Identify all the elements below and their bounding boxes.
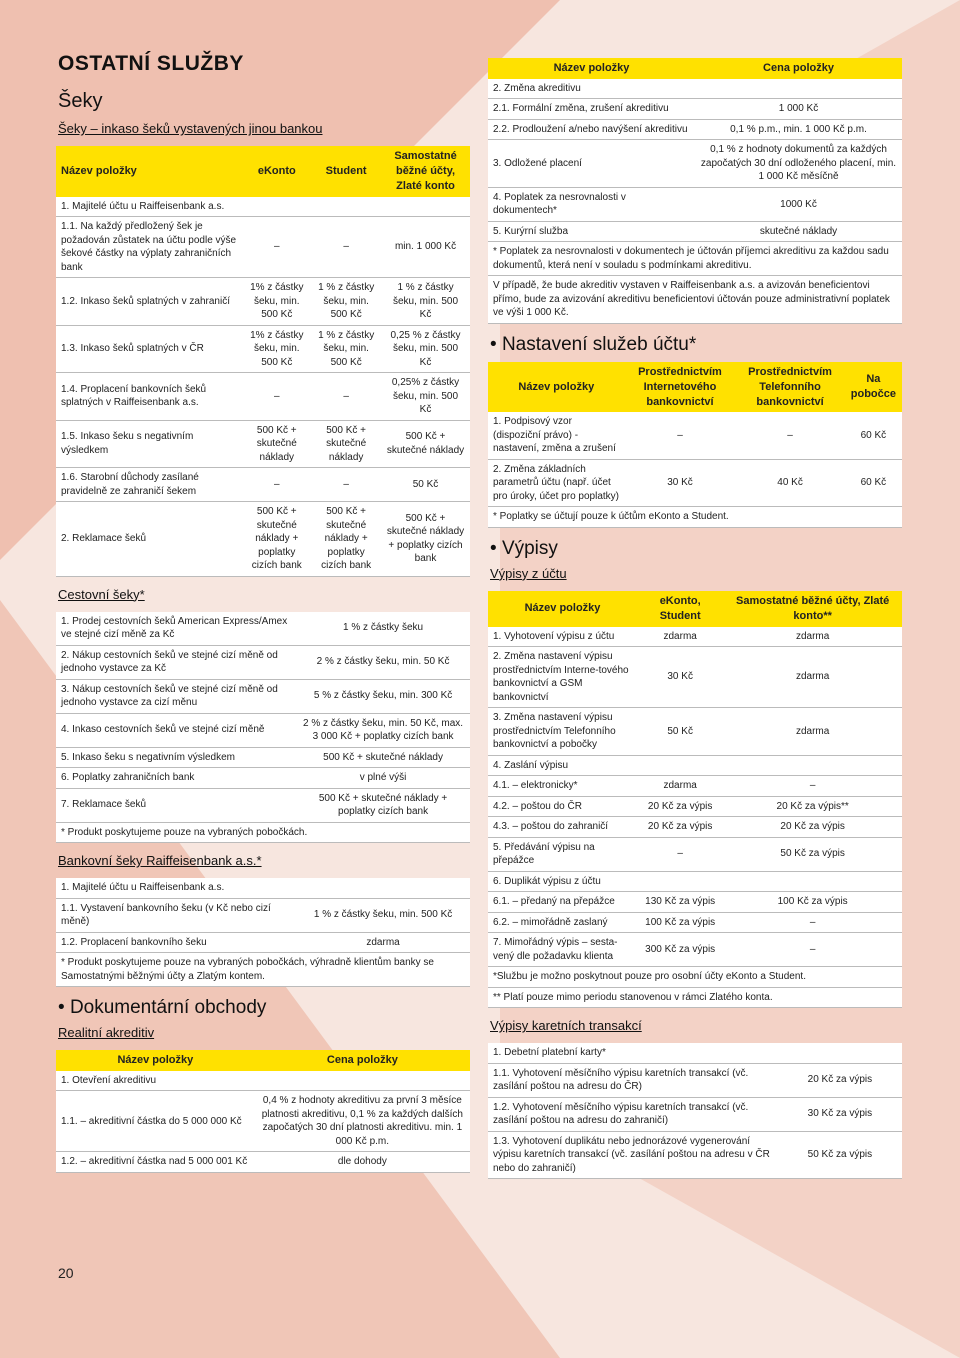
table-cell: 60 Kč [845, 459, 902, 507]
card-statements-table [488, 1043, 902, 1179]
table-cell: * Produkt poskytujeme pouze na vybraných pobočkách, výhradně klientům banky se Samostatnými běžnými účty a Zlatým kontem. [56, 953, 470, 987]
letter-of-credit-table [488, 58, 902, 324]
table-cell: 1. Majitelé účtu u Raiffeisenbank a.s. [56, 197, 242, 217]
table-row [488, 1097, 902, 1131]
table-row [56, 713, 470, 747]
table-cell: – [311, 217, 381, 278]
table-row [488, 817, 902, 838]
table-cell: 1 000 Kč [695, 99, 902, 120]
table-row [488, 796, 902, 817]
col-header: Cena položky [255, 1050, 470, 1071]
table-cell [723, 871, 902, 892]
col-header: Název položky [56, 1050, 255, 1071]
bank-cheques-table [56, 878, 470, 987]
table-cell: – [735, 412, 844, 459]
table-cell: 50 Kč [381, 468, 470, 502]
table-row [56, 747, 470, 768]
table-cell [695, 79, 902, 99]
table-cell: 50 Kč [637, 708, 723, 756]
table-cell: 50 Kč za výpis [723, 837, 902, 871]
table-cell: skutečné náklady [695, 221, 902, 242]
table-cell: 0,4 % z hodnoty akreditivu za první 3 měsíce platnosti akreditivu, 0,1 % za každých dalších započatých 30 dní platnosti akreditivu. min. 1 000 Kč p.m. [255, 1091, 470, 1152]
table-row [488, 140, 902, 188]
table-cell: 20 Kč za výpis** [723, 796, 902, 817]
table-cell: – [637, 837, 723, 871]
table-cell: 1% z částky šeku, min. 500 Kč [242, 325, 311, 373]
table-cell: 3. Změna nastavení výpisu prostřednictvím Telefonního bankovnictví a pobočky [488, 708, 637, 756]
table-row [488, 1063, 902, 1097]
table-cell: 1.2. Inkaso šeků splatných v zahraničí [56, 278, 242, 326]
table-row [488, 412, 902, 459]
table-cell: 1 % z částky šeku, min. 500 Kč [311, 325, 381, 373]
table-cell: 1. Debetní platební karty* [488, 1043, 778, 1063]
settings-table [488, 362, 902, 528]
table-cell: *Službu je možno poskytnout pouze pro osobní účty eKonto a Student. [488, 967, 902, 988]
table-cell: 2. Změna základních parametrů účtu (např. účet pro úroky, účet pro poplatky) [488, 459, 625, 507]
col-header: Samostatné běžné účty, Zlaté konto [381, 146, 470, 197]
table-row [488, 119, 902, 140]
documentary-table [56, 1050, 470, 1173]
table-cell: 6.2. – mimořádně zaslaný [488, 912, 637, 933]
table-cell: 1.2. – akreditivní částka nad 5 000 001 Kč [56, 1152, 255, 1173]
table-row [488, 1043, 902, 1063]
table-cell: 40 Kč [735, 459, 844, 507]
col-header: Samostatné běžné účty, Zlaté konto** [723, 591, 902, 627]
table-cell [311, 197, 381, 217]
table-cell: * Poplatek za nesrovnalosti v dokumentech je účtován příjemci akreditivu za každou sadu dokumentů, která není v souladu s podmínkami akreditivu. [488, 242, 902, 276]
table-cell: 1.2. Proplacení bankovního šeku [56, 932, 296, 953]
table-cell: 5. Kurýrní služba [488, 221, 695, 242]
table-cell: 30 Kč [637, 647, 723, 708]
table-cell: 30 Kč za výpis [778, 1097, 902, 1131]
table-row [56, 197, 470, 217]
table-row [488, 1131, 902, 1179]
table-note [488, 507, 902, 528]
col-header: eKonto [242, 146, 311, 197]
table-cell: 1.5. Inkaso šeku s negativním výsledkem [56, 420, 242, 468]
table-cell: 20 Kč za výpis [778, 1063, 902, 1097]
table-cell: 1.3. Vyhotovení duplikátu nebo jednorázové vygenerování výpisu karetních transakcí (vč. zasílání poštou na adresu v ČR nebo do zahraničí) [488, 1131, 778, 1179]
table-row [488, 871, 902, 892]
table-cell: 2 % z částky šeku, min. 50 Kč, max. 3 000 Kč + poplatky cizích bank [296, 713, 470, 747]
table-cell: – [723, 912, 902, 933]
documentary-subheading: Realitní akreditiv [58, 1025, 155, 1041]
table-cell: 0,1 % p.m., min. 1 000 Kč p.m. [695, 119, 902, 140]
table-cell: 1.6. Starobní důchody zasílané pravidelně ze zahraničí šekem [56, 468, 242, 502]
table-cell: – [242, 217, 311, 278]
table-cell: 20 Kč za výpis [637, 817, 723, 838]
heading-text: Nastavení služeb účtu* [501, 333, 697, 355]
table-cell: 4. Poplatek za nesrovnalosti v dokumentech* [488, 187, 695, 221]
settings-heading: • Nastavení služeb účtu* [490, 333, 697, 355]
table-row [488, 647, 902, 708]
table-cell: 500 Kč + skutečné náklady + poplatky cizích bank [242, 502, 311, 577]
travel-cheques-heading: Cestovní šeky* [58, 586, 145, 602]
table-cell: 4.3. – poštou do zahraničí [488, 817, 637, 838]
table-cell: 2. Změna akreditivu [488, 79, 695, 99]
table-note [56, 953, 470, 987]
table-note [488, 967, 902, 988]
travel-cheques-table [56, 612, 470, 844]
table-row [56, 788, 470, 822]
table-cell: 2.2. Prodloužení a/nebo navýšení akreditivu [488, 119, 695, 140]
table-row [56, 468, 470, 502]
table-cell: 1.1. – akreditivní částka do 5 000 000 Kč [56, 1091, 255, 1152]
table-row [56, 768, 470, 789]
table-cell: 0,1 % z hodnoty dokumentů za každých započatých 30 dní odloženého placení, min. 1 000 Kč měsíčně [695, 140, 902, 188]
table-row [56, 1152, 470, 1173]
table-cell: 4. Zaslání výpisu [488, 755, 637, 776]
table-cell: 1. Vyhotovení výpisu z účtu [488, 627, 637, 647]
table-cell: 20 Kč za výpis [723, 817, 902, 838]
table-row [488, 776, 902, 797]
col-header: Prostřednictvím Telefonního bankovnictví [735, 362, 844, 413]
table-cell [255, 1071, 470, 1091]
table-cell: zdarma [723, 627, 902, 647]
table-row [488, 99, 902, 120]
table-row [488, 221, 902, 242]
table-cell: 2. Změna nastavení výpisu prostřednictvím Interne-tového bankovnictví a GSM bankovnictví [488, 647, 637, 708]
table-cell: – [723, 776, 902, 797]
table-cell [381, 197, 470, 217]
table-row [488, 912, 902, 933]
statements-heading: • Výpisy [490, 537, 558, 559]
table-cell: 1 % z částky šeku, min. 500 Kč [311, 278, 381, 326]
table-cell: zdarma [723, 647, 902, 708]
table-row [488, 837, 902, 871]
table-cell: dle dohody [255, 1152, 470, 1173]
table-row [56, 1091, 470, 1152]
table-cell: – [242, 468, 311, 502]
table-cell: 500 Kč + skutečné náklady [311, 420, 381, 468]
table-note [56, 822, 470, 843]
table-cell: 1000 Kč [695, 187, 902, 221]
table-cell: 5. Předávání výpisu na přepážce [488, 837, 637, 871]
col-header: Cena položky [695, 58, 902, 79]
table-row [488, 79, 902, 99]
table-cell [637, 871, 723, 892]
table-cell: 100 Kč za výpis [723, 892, 902, 913]
table-cell: 1 % z částky šeku, min. 500 Kč [296, 898, 470, 932]
table-cell [637, 755, 723, 776]
table-cell: 1. Prodej cestovních šeků American Express/Amex ve stejné cizí měně za Kč [56, 612, 296, 646]
statements-table [488, 591, 902, 1008]
table-cell: 1 % z částky šeku, min. 500 Kč [381, 278, 470, 326]
col-header: eKonto, Student [637, 591, 723, 627]
table-cell: 5 % z částky šeku, min. 300 Kč [296, 679, 470, 713]
table-cell: 6.1. – předaný na přepážce [488, 892, 637, 913]
table-cell: v plné výši [296, 768, 470, 789]
table-cell: 3. Nákup cestovních šeků ve stejné cizí měně od jednoho vystavce za cizí měnu [56, 679, 296, 713]
table-cell: 1. Majitelé účtu u Raiffeisenbank a.s. [56, 878, 296, 898]
table-cell: 0,25 % z částky šeku, min. 500 Kč [381, 325, 470, 373]
table-row [56, 679, 470, 713]
table-cell: 4. Inkaso cestovních šeků ve stejné cizí měně [56, 713, 296, 747]
table-cell: 20 Kč za výpis [637, 796, 723, 817]
col-header: Název položky [488, 591, 637, 627]
page-number: 20 [58, 1265, 74, 1281]
left-column [56, 52, 470, 1173]
table-cell: * Produkt poskytujeme pouze na vybraných pobočkách. [56, 822, 470, 843]
table-cell: 500 Kč + skutečné náklady [381, 420, 470, 468]
table-row [56, 645, 470, 679]
table-cell: zdarma [637, 627, 723, 647]
heading-text: Výpisy [501, 537, 558, 559]
table-cell: zdarma [723, 708, 902, 756]
table-cell: 4.1. – elektronicky* [488, 776, 637, 797]
table-row [56, 217, 470, 278]
table-note [488, 987, 902, 1008]
table-row [56, 1071, 470, 1091]
table-cell: – [625, 412, 736, 459]
table-cell: 60 Kč [845, 412, 902, 459]
table-note [488, 242, 902, 276]
table-row [56, 420, 470, 468]
table-cell: zdarma [637, 776, 723, 797]
col-header: Název položky [488, 58, 695, 79]
table-cell: 7. Mimořádný výpis – sesta-vený dle požadavku klienta [488, 933, 637, 967]
card-statements-heading: Výpisy karetních transakcí [490, 1018, 642, 1034]
cheques-heading: Šeky [58, 90, 103, 112]
table-cell: 500 Kč + skutečné náklady [242, 420, 311, 468]
table-cell: – [242, 373, 311, 421]
table-row [488, 755, 902, 776]
table-cell: 100 Kč za výpis [637, 912, 723, 933]
table-cell: 1 % z částky šeku [296, 612, 470, 646]
table-cell: 6. Duplikát výpisu z účtu [488, 871, 637, 892]
table-cell: 0,25% z částky šeku, min. 500 Kč [381, 373, 470, 421]
table-cell: 1.2. Vyhotovení měsíčního výpisu karetních transakcí (vč. zasílání poštou na adresu do zahraničí) [488, 1097, 778, 1131]
table-cell: 1.1. Vystavení bankovního šeku (v Kč nebo cizí měně) [56, 898, 296, 932]
table-cell: 2 % z částky šeku, min. 50 Kč [296, 645, 470, 679]
table-cell: – [311, 468, 381, 502]
table-cell: 50 Kč za výpis [778, 1131, 902, 1179]
table-row [56, 878, 470, 898]
table-row [56, 502, 470, 577]
table-cell: 500 Kč + skutečné náklady + poplatky cizích bank [381, 502, 470, 577]
table-row [56, 325, 470, 373]
table-cell [778, 1043, 902, 1063]
table-cell: 30 Kč [625, 459, 736, 507]
table-cell: 500 Kč + skutečné náklady + poplatky cizích bank [311, 502, 381, 577]
table-row [56, 612, 470, 646]
table-cell: 130 Kč za výpis [637, 892, 723, 913]
table-row [488, 187, 902, 221]
table-cell: 2. Nákup cestovních šeků ve stejné cizí měně od jednoho vystavce za Kč [56, 645, 296, 679]
table-row [56, 932, 470, 953]
table-note [488, 276, 902, 324]
col-header: Na pobočce [845, 362, 902, 413]
table-row [56, 373, 470, 421]
table-cell: min. 1 000 Kč [381, 217, 470, 278]
table-cell: 500 Kč + skutečné náklady + poplatky cizích bank [296, 788, 470, 822]
table-row [488, 627, 902, 647]
table-cell: 1.3. Inkaso šeků splatných v ČR [56, 325, 242, 373]
table-row [488, 708, 902, 756]
table-cell: 2.1. Formální změna, zrušení akreditivu [488, 99, 695, 120]
table-cell: 6. Poplatky zahraničních bank [56, 768, 296, 789]
table-cell [296, 878, 470, 898]
table-cell: 1. Otevření akreditivu [56, 1071, 255, 1091]
table-cell: * Poplatky se účtují pouze k účtům eKonto a Student. [488, 507, 902, 528]
table-cell: 1% z částky šeku, min. 500 Kč [242, 278, 311, 326]
documentary-heading: • Dokumentární obchody [58, 997, 267, 1019]
table-row [56, 898, 470, 932]
table-cell: 500 Kč + skutečné náklady [296, 747, 470, 768]
table-cell: 1.1. Na každý předložený šek je požadován zůstatek na účtu podle výše šekové částky na výplaty zahraničních bank [56, 217, 242, 278]
col-header: Název položky [56, 146, 242, 197]
table-cell [242, 197, 311, 217]
table-cell: 4.2. – poštou do ČR [488, 796, 637, 817]
table-cell: – [723, 933, 902, 967]
table-row [56, 278, 470, 326]
table-cell: 300 Kč za výpis [637, 933, 723, 967]
right-column [488, 58, 902, 1179]
table-cell [723, 755, 902, 776]
cheques-table [56, 146, 470, 577]
heading-text: Dokumentární obchody [69, 997, 267, 1019]
table-cell: 1.4. Proplacení bankovních šeků splatných v Raiffeisenbank a.s. [56, 373, 242, 421]
table-cell: V případě, že bude akreditiv vystaven v Raiffeisenbank a.s. a avizován beneficientovi přímo, bude za avizování akreditivu beneficientovi účtován pouze administrativní poplatek ve výši 1 000 Kč. [488, 276, 902, 324]
table-row [488, 459, 902, 507]
bank-cheques-heading: Bankovní šeky Raiffeisenbank a.s.* [58, 853, 262, 869]
table-cell: 2. Reklamace šeků [56, 502, 242, 577]
col-header: Prostřednictvím Internetového bankovnictví [625, 362, 736, 413]
table-cell: 1. Podpisový vzor (dispoziční právo) - nastavení, změna a zrušení [488, 412, 625, 459]
table-cell: 3. Odložené placení [488, 140, 695, 188]
cheques-subheading: Šeky – inkaso šeků vystavených jinou bankou [58, 121, 323, 136]
table-row [488, 892, 902, 913]
table-cell: zdarma [296, 932, 470, 953]
table-cell: ** Platí pouze mimo periodu stanovenou v rámci Zlatého konta. [488, 987, 902, 1008]
table-row [488, 933, 902, 967]
table-cell: – [311, 373, 381, 421]
table-cell: 5. Inkaso šeku s negativním výsledkem [56, 747, 296, 768]
col-header: Student [311, 146, 381, 197]
col-header: Název položky [488, 362, 625, 413]
table-cell: 7. Reklamace šeků [56, 788, 296, 822]
page-title: OSTATNÍ SLUŽBY [58, 52, 244, 75]
table-cell: 1.1. Vyhotovení měsíčního výpisu karetních transakcí (vč. zasílání poštou na adresu do ČR) [488, 1063, 778, 1097]
statements-subheading: Výpisy z účtu [490, 565, 567, 581]
